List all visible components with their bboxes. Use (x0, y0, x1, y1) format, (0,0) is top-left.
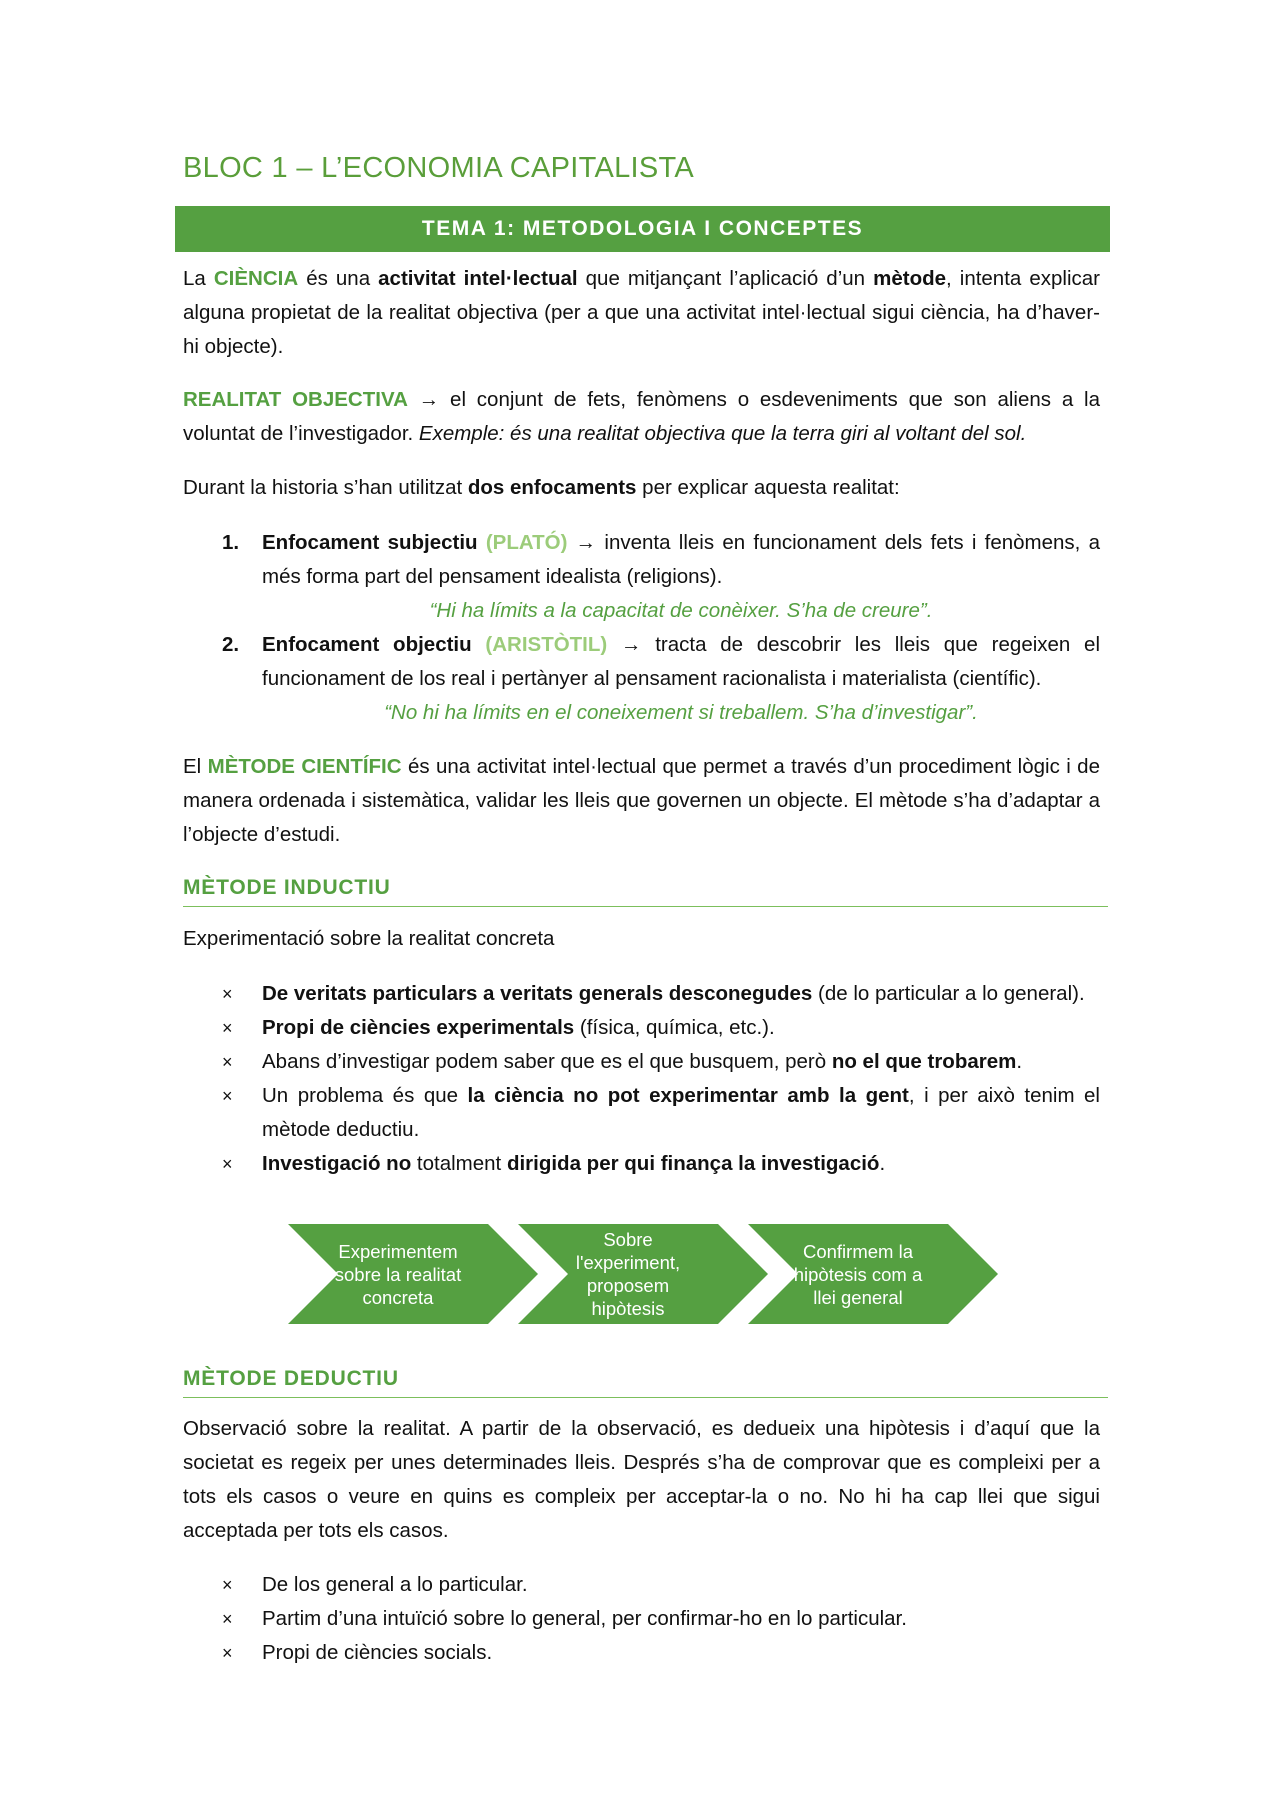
list-item-text: Partim d’una intuïció sobre lo general, per confirmar-ho en lo particular. (262, 1607, 907, 1630)
step-line: hipòtesis (591, 1298, 665, 1319)
text: El (183, 755, 208, 778)
list-item-text (262, 1011, 1100, 1045)
list-item (222, 1011, 1100, 1045)
author-aristotil: (ARISTÒTIL) (485, 633, 608, 656)
text: , i per això tenim el mètode deductiu. (262, 1084, 1100, 1141)
list-item (222, 1636, 1100, 1670)
text: . (1016, 1050, 1023, 1073)
text: per explicar aquesta realitat: (636, 476, 900, 499)
text: totalment (411, 1152, 507, 1175)
list-item-text (262, 1147, 1100, 1181)
list-item-text (262, 977, 1100, 1011)
bold-text: mètode (873, 267, 947, 290)
heading-metode-inductiu: MÈTODE INDUCTIU (183, 876, 1108, 907)
text: (física, química, etc.). (574, 1016, 775, 1039)
step-line: proposem (586, 1275, 670, 1296)
list-item (222, 1079, 1100, 1147)
text: Un problema és que (262, 1084, 468, 1107)
term-ciencia: CIÈNCIA (213, 267, 299, 290)
paragraph-metode-cientific (183, 750, 1100, 852)
text: , intenta explicar alguna propietat de la realitat objectiva (per a que una activitat intel·lectual sigui ciència, ha d’haver-hi objecte). (183, 267, 1100, 358)
bold-text: activitat intel·lectual (378, 267, 578, 290)
list-item (222, 1147, 1100, 1181)
step-line: Sobre (603, 1229, 653, 1250)
quote-aristotil: “No hi ha límits en el coneixement si treballem. S’ha d’investigar”. (384, 701, 978, 724)
arrow-right-icon: → (418, 388, 440, 411)
bold-text: Enfocament objectiu (262, 633, 472, 656)
bold-text: dos enfocaments (467, 476, 637, 499)
step-line: sobre la realitat (334, 1263, 462, 1285)
text: Abans d’investigar podem saber que es el que busquem, però (262, 1050, 832, 1073)
paragraph-enfocaments (183, 471, 1100, 505)
list-item (222, 1568, 1100, 1602)
cross-bullet-icon: × (222, 1154, 233, 1174)
cross-bullet-icon: × (222, 1052, 233, 1072)
list-item-text (262, 1079, 1100, 1147)
step-line: llei general (813, 1286, 903, 1308)
step-line: Confirmem la (802, 1240, 913, 1262)
list-item-enfocament-subjectiu (222, 526, 1100, 594)
text: La (183, 267, 214, 290)
list-item-text: Propi de ciències socials. (262, 1641, 493, 1664)
bloc-title: BLOC 1 – L’ECONOMIA CAPITALISTA (183, 152, 695, 184)
bold-text: Enfocament subjectiu (262, 531, 478, 554)
list-item-text: De los general a lo particular. (262, 1573, 528, 1596)
inductiu-intro: Experimentació sobre la realitat concreta (183, 927, 555, 950)
step-line: l'experiment, (575, 1252, 681, 1273)
bold-text: De veritats particulars a veritats generals desconegudes (262, 982, 813, 1005)
text: és una (298, 267, 379, 290)
text: (de lo particular a lo general). (812, 982, 1085, 1005)
list-number: 2. (222, 633, 240, 656)
text: inventa lleis en funcionament dels fets i fenòmens, a més forma part del pensament idealista (religions). (262, 531, 1100, 588)
text: el conjunt de fets, fenòmens o esdeveniments que son aliens a la voluntat de l’investigador. (183, 388, 1100, 445)
list-item (222, 1045, 1100, 1079)
arrow-right-icon: → (620, 633, 642, 656)
term-realitat-objectiva: REALITAT OBJECTIVA (183, 388, 408, 411)
arrow-right-icon: → (575, 531, 597, 554)
process-step-1 (328, 1224, 468, 1324)
text: . (879, 1152, 886, 1175)
bold-text: la ciència no pot experimentar amb la gent (467, 1084, 909, 1107)
list-item-text (262, 628, 1100, 696)
list-item (222, 1602, 1100, 1636)
author-plato: (PLATÓ) (485, 531, 568, 554)
cross-bullet-icon: × (222, 1018, 233, 1038)
cross-bullet-icon: × (222, 1643, 233, 1663)
cross-bullet-icon: × (222, 1575, 233, 1595)
example-text: Exemple: és una realitat objectiva que la terra giri al voltant del sol. (418, 422, 1027, 445)
step-line: concreta (362, 1286, 434, 1308)
cross-bullet-icon: × (222, 984, 233, 1004)
paragraph-realitat-objectiva (183, 383, 1100, 451)
text: és una activitat intel·lectual que permet a través d’un procediment lògic i de manera ordenada i sistemàtica, validar les lleis que governen un objecte. El mètode s’ha d’adaptar a l’objecte d’estudi. (183, 755, 1100, 846)
deductiu-intro: Observació sobre la realitat. A partir de la observació, es dedueix una hipòtesis i d’aquí que la societat es regeix per unes determinades lleis. Després s’ha de comprovar que es compleixi per a tots els casos o veure en quins es compleix per acceptar-la o no. No hi ha cap llei que sigui acceptada per tots els casos. (183, 1417, 1100, 1542)
tema-title-bar: TEMA 1: METODOLOGIA I CONCEPTES (175, 206, 1110, 252)
bold-text: dirigida per qui finança la investigació (506, 1152, 880, 1175)
term-metode-cientific: MÈTODE CIENTÍFIC (207, 755, 402, 778)
bold-text: no el que trobarem (831, 1050, 1017, 1073)
step-line: hipòtesis com a (793, 1263, 923, 1285)
step-line: Experimentem (338, 1240, 458, 1262)
process-diagram (288, 1224, 998, 1324)
cross-bullet-icon: × (222, 1609, 233, 1629)
list-item (222, 977, 1100, 1011)
text: que mitjançant l’aplicació d’un (577, 267, 874, 290)
list-number: 1. (222, 531, 240, 554)
text: tracta de descobrir les lleis que regeixen el funcionament de los real i pertànyer al pensament racionalista i materialista (científic). (262, 633, 1101, 690)
list-item-text (262, 526, 1100, 594)
deductiu-bullets (222, 1568, 1100, 1670)
bold-text: Investigació no (262, 1152, 412, 1175)
list-item-enfocament-objectiu (222, 628, 1100, 696)
process-step-2 (558, 1224, 698, 1324)
cross-bullet-icon: × (222, 1086, 233, 1106)
inductiu-bullets (222, 977, 1100, 1181)
heading-metode-deductiu: MÈTODE DEDUCTIU (183, 1367, 1108, 1398)
process-step-3 (788, 1224, 928, 1324)
bold-text: Propi de ciències experimentals (262, 1016, 575, 1039)
paragraph-ciencia (183, 262, 1100, 364)
quote-plato: “Hi ha límits a la capacitat de conèixer. S’ha de creure”. (429, 599, 933, 622)
text: Durant la historia s’han utilitzat (183, 476, 468, 499)
enfocaments-list (222, 526, 1100, 730)
list-item-text (262, 1045, 1100, 1079)
